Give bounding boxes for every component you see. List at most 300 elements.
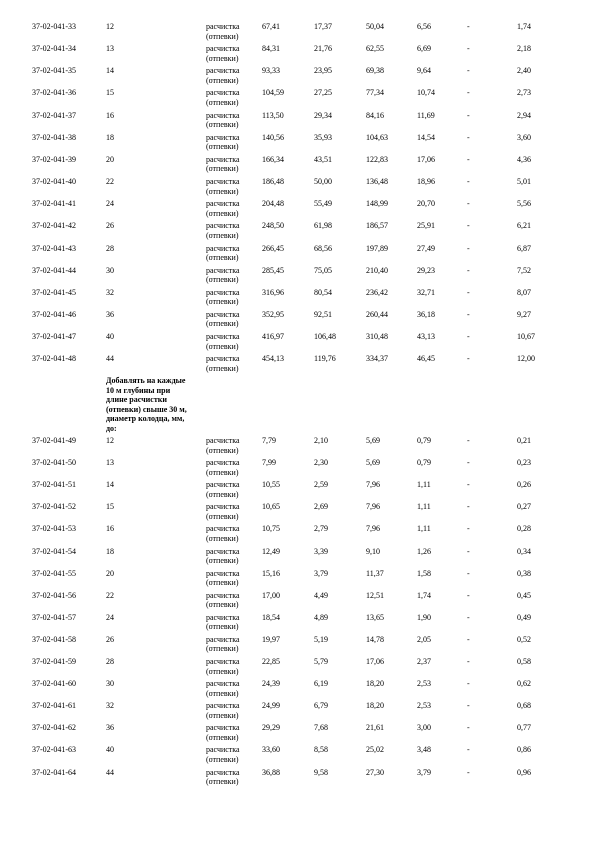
operator-wages-cell: 1,90 <box>417 612 431 622</box>
diameter-cell: 24 <box>106 612 114 622</box>
materials-cell: - <box>467 480 470 490</box>
labor-hours-cell: 9,27 <box>517 309 531 319</box>
wages-cell: 43,51 <box>314 154 332 164</box>
diameter-cell: 18 <box>106 132 114 142</box>
labor-hours-cell: 2,94 <box>517 110 531 120</box>
work-type-cell: расчистка (отпевки) <box>206 44 240 63</box>
diameter-cell: 32 <box>106 287 114 297</box>
operator-wages-cell: 1,26 <box>417 546 431 556</box>
work-type-cell: расчистка (отпевки) <box>206 309 240 329</box>
work-type-cell: расчистка (отпевки) <box>206 546 240 565</box>
table-row <box>0 701 595 725</box>
operator-wages-cell: 10,74 <box>417 88 435 98</box>
rate-code-cell: 37-02-041-57 <box>32 612 76 622</box>
rate-code-cell: 37-02-041-42 <box>32 221 76 231</box>
work-type-cell: расчистка (отпевки) <box>206 612 240 632</box>
work-type-cell: расчистка (отпевки) <box>206 287 240 307</box>
wages-cell: 17,37 <box>314 22 332 31</box>
operator-wages-cell: 2,05 <box>417 634 431 644</box>
total-cost-cell: 7,79 <box>262 436 276 445</box>
labor-hours-cell: 0,45 <box>517 590 531 600</box>
work-type-cell: расчистка (отпевки) <box>206 480 240 499</box>
operator-wages-cell: 1,11 <box>417 502 431 512</box>
operator-wages-cell: 1,11 <box>417 480 431 490</box>
work-type-cell: расчистка (отпевки) <box>206 568 240 588</box>
total-cost-cell: 93,33 <box>262 66 280 76</box>
diameter-cell: 26 <box>106 221 114 231</box>
diameter-cell: 30 <box>106 679 114 689</box>
wages-cell: 3,39 <box>314 546 328 556</box>
table-row <box>0 679 595 703</box>
labor-hours-cell: 0,86 <box>517 745 531 755</box>
materials-cell: - <box>467 66 470 76</box>
work-type-cell: расчистка (отпевки) <box>206 767 240 786</box>
rate-code-cell: 37-02-041-54 <box>32 546 76 556</box>
labor-hours-cell: 2,18 <box>517 44 531 54</box>
diameter-cell: 22 <box>106 590 114 600</box>
rate-code-cell: 37-02-041-63 <box>32 745 76 755</box>
labor-hours-cell: 5,01 <box>517 177 531 187</box>
table-row <box>0 332 595 356</box>
wages-cell: 6,79 <box>314 701 328 711</box>
work-type-cell: расчистка (отпевки) <box>206 221 240 240</box>
table-row <box>0 591 595 615</box>
materials-cell: - <box>467 657 470 666</box>
operator-wages-cell: 3,79 <box>417 767 431 777</box>
table-row <box>0 133 595 157</box>
diameter-cell: 40 <box>106 332 114 342</box>
materials-cell: - <box>467 199 470 209</box>
machines-cost-cell: 12,51 <box>366 590 384 600</box>
operator-wages-cell: 18,96 <box>417 177 435 187</box>
total-cost-cell: 140,56 <box>262 132 284 142</box>
machines-cost-cell: 7,96 <box>366 480 380 490</box>
work-type-cell: расчистка (отпевки) <box>206 590 240 610</box>
materials-cell: - <box>467 590 470 600</box>
rate-code-cell: 37-02-041-56 <box>32 590 76 600</box>
diameter-cell: 12 <box>106 22 114 31</box>
wages-cell: 50,00 <box>314 177 332 187</box>
wages-cell: 2,79 <box>314 524 328 534</box>
wages-cell: 4,49 <box>314 590 328 600</box>
table-row <box>0 436 595 460</box>
machines-cost-cell: 13,65 <box>366 612 384 622</box>
work-type-cell: расчистка (отпевки) <box>206 88 240 107</box>
machines-cost-cell: 334,37 <box>366 354 388 364</box>
labor-hours-cell: 0,58 <box>517 657 531 666</box>
wages-cell: 5,19 <box>314 634 328 644</box>
total-cost-cell: 36,88 <box>262 767 280 777</box>
table-row <box>0 155 595 179</box>
labor-hours-cell: 2,73 <box>517 88 531 98</box>
diameter-cell: 15 <box>106 88 114 98</box>
machines-cost-cell: 18,20 <box>366 701 384 711</box>
operator-wages-cell: 25,91 <box>417 221 435 231</box>
machines-cost-cell: 148,99 <box>366 199 388 209</box>
machines-cost-cell: 5,69 <box>366 436 380 445</box>
machines-cost-cell: 18,20 <box>366 679 384 689</box>
diameter-cell: 20 <box>106 154 114 164</box>
total-cost-cell: 10,75 <box>262 524 280 534</box>
operator-wages-cell: 1,11 <box>417 524 431 534</box>
operator-wages-cell: 6,69 <box>417 44 431 54</box>
wages-cell: 80,54 <box>314 287 332 297</box>
labor-hours-cell: 0,96 <box>517 767 531 777</box>
operator-wages-cell: 0,79 <box>417 458 431 468</box>
rate-code-cell: 37-02-041-36 <box>32 88 76 98</box>
machines-cost-cell: 210,40 <box>366 265 388 275</box>
diameter-cell: 32 <box>106 701 114 711</box>
diameter-cell: 22 <box>106 177 114 187</box>
table-row <box>0 88 595 112</box>
materials-cell: - <box>467 502 470 512</box>
labor-hours-cell: 0,62 <box>517 679 531 689</box>
wages-cell: 8,58 <box>314 745 328 755</box>
materials-cell: - <box>467 132 470 142</box>
wages-cell: 106,48 <box>314 332 336 342</box>
materials-cell: - <box>467 612 470 622</box>
wages-cell: 27,25 <box>314 88 332 98</box>
materials-cell: - <box>467 701 470 711</box>
table-row <box>0 458 595 482</box>
table-row <box>0 221 595 245</box>
wages-cell: 35,93 <box>314 132 332 142</box>
work-type-cell: расчистка (отпевки) <box>206 745 240 764</box>
machines-cost-cell: 25,02 <box>366 745 384 755</box>
diameter-cell: 14 <box>106 66 114 76</box>
work-type-cell: расчистка (отпевки) <box>206 679 240 698</box>
diameter-cell: 36 <box>106 309 114 319</box>
table-row <box>0 244 595 268</box>
machines-cost-cell: 7,96 <box>366 502 380 512</box>
rate-code-cell: 37-02-041-64 <box>32 767 76 777</box>
rate-code-cell: 37-02-041-48 <box>32 354 76 364</box>
work-type-cell: расчистка (отпевки) <box>206 657 240 676</box>
diameter-cell: 40 <box>106 745 114 755</box>
operator-wages-cell: 17,06 <box>417 154 435 164</box>
machines-cost-cell: 50,04 <box>366 22 384 31</box>
work-type-cell: расчистка (отпевки) <box>206 110 240 130</box>
materials-cell: - <box>467 154 470 164</box>
total-cost-cell: 67,41 <box>262 22 280 31</box>
diameter-cell: 20 <box>106 568 114 578</box>
materials-cell: - <box>467 287 470 297</box>
materials-cell: - <box>467 265 470 275</box>
work-type-cell: расчистка (отпевки) <box>206 199 240 218</box>
operator-wages-cell: 2,53 <box>417 701 431 711</box>
labor-hours-cell: 10,67 <box>517 332 535 342</box>
wages-cell: 7,68 <box>314 723 328 733</box>
total-cost-cell: 18,54 <box>262 612 280 622</box>
work-type-cell: расчистка (отпевки) <box>206 132 240 152</box>
diameter-cell: 26 <box>106 634 114 644</box>
machines-cost-cell: 11,37 <box>366 568 384 578</box>
machines-cost-cell: 186,57 <box>366 221 388 231</box>
diameter-cell: 36 <box>106 723 114 733</box>
materials-cell: - <box>467 44 470 54</box>
operator-wages-cell: 1,74 <box>417 590 431 600</box>
wages-cell: 68,56 <box>314 243 332 253</box>
total-cost-cell: 166,34 <box>262 154 284 164</box>
wages-cell: 21,76 <box>314 44 332 54</box>
table-row <box>0 199 595 223</box>
materials-cell: - <box>467 221 470 231</box>
rate-code-cell: 37-02-041-45 <box>32 287 76 297</box>
table-row <box>0 310 595 334</box>
total-cost-cell: 15,16 <box>262 568 280 578</box>
total-cost-cell: 352,95 <box>262 309 284 319</box>
work-type-cell: расчистка (отпевки) <box>206 524 240 543</box>
materials-cell: - <box>467 634 470 644</box>
machines-cost-cell: 197,89 <box>366 243 388 253</box>
operator-wages-cell: 3,00 <box>417 723 431 733</box>
operator-wages-cell: 14,54 <box>417 132 435 142</box>
rate-code-cell: 37-02-041-46 <box>32 309 76 319</box>
operator-wages-cell: 1,58 <box>417 568 431 578</box>
operator-wages-cell: 9,64 <box>417 66 431 76</box>
machines-cost-cell: 104,63 <box>366 132 388 142</box>
wages-cell: 55,49 <box>314 199 332 209</box>
rate-code-cell: 37-02-041-44 <box>32 265 76 275</box>
rate-code-cell: 37-02-041-39 <box>32 154 76 164</box>
work-type-cell: расчистка (отпевки) <box>206 265 240 285</box>
total-cost-cell: 10,65 <box>262 502 280 512</box>
wages-cell: 119,76 <box>314 354 336 364</box>
rate-code-cell: 37-02-041-35 <box>32 66 76 76</box>
rate-code-cell: 37-02-041-38 <box>32 132 76 142</box>
rate-code-cell: 37-02-041-43 <box>32 243 76 253</box>
total-cost-cell: 104,59 <box>262 88 284 98</box>
labor-hours-cell: 0,27 <box>517 502 531 512</box>
work-type-cell: расчистка (отпевки) <box>206 436 240 455</box>
table-row <box>0 22 595 46</box>
wages-cell: 6,19 <box>314 679 328 689</box>
rate-code-cell: 37-02-041-62 <box>32 723 76 733</box>
labor-hours-cell: 0,68 <box>517 701 531 711</box>
wages-cell: 2,59 <box>314 480 328 490</box>
work-type-cell: расчистка (отпевки) <box>206 701 240 720</box>
labor-hours-cell: 8,07 <box>517 287 531 297</box>
work-type-cell: расчистка (отпевки) <box>206 66 240 85</box>
table-row <box>0 569 595 593</box>
wages-cell: 3,79 <box>314 568 328 578</box>
diameter-cell: 44 <box>106 767 114 777</box>
total-cost-cell: 22,85 <box>262 657 280 666</box>
operator-wages-cell: 3,48 <box>417 745 431 755</box>
labor-hours-cell: 5,56 <box>517 199 531 209</box>
wages-cell: 2,69 <box>314 502 328 512</box>
table-row <box>0 768 595 792</box>
table-row <box>0 635 595 659</box>
operator-wages-cell: 6,56 <box>417 22 431 31</box>
labor-hours-cell: 0,38 <box>517 568 531 578</box>
rate-code-cell: 37-02-041-55 <box>32 568 76 578</box>
total-cost-cell: 316,96 <box>262 287 284 297</box>
total-cost-cell: 454,13 <box>262 354 284 364</box>
machines-cost-cell: 9,10 <box>366 546 380 556</box>
rate-code-cell: 37-02-041-33 <box>32 22 76 31</box>
machines-cost-cell: 17,06 <box>366 657 384 666</box>
rate-code-cell: 37-02-041-41 <box>32 199 76 209</box>
machines-cost-cell: 236,42 <box>366 287 388 297</box>
wages-cell: 29,34 <box>314 110 332 120</box>
materials-cell: - <box>467 767 470 777</box>
operator-wages-cell: 11,69 <box>417 110 435 120</box>
total-cost-cell: 7,99 <box>262 458 276 468</box>
rate-code-cell: 37-02-041-34 <box>32 44 76 54</box>
table-row <box>0 502 595 526</box>
labor-hours-cell: 0,52 <box>517 634 531 644</box>
labor-hours-cell: 12,00 <box>517 354 535 364</box>
work-type-cell: расчистка (отпевки) <box>206 502 240 521</box>
labor-hours-cell: 0,49 <box>517 612 531 622</box>
materials-cell: - <box>467 22 470 31</box>
rate-code-cell: 37-02-041-59 <box>32 657 76 666</box>
total-cost-cell: 113,50 <box>262 110 284 120</box>
total-cost-cell: 84,31 <box>262 44 280 54</box>
operator-wages-cell: 32,71 <box>417 287 435 297</box>
labor-hours-cell: 7,52 <box>517 265 531 275</box>
machines-cost-cell: 260,44 <box>366 309 388 319</box>
operator-wages-cell: 20,70 <box>417 199 435 209</box>
additional-depth-note: Добавлять на каждые 10 м глубины при длине расчистки (отпевки) свыше 30 м, диаметр колодца, мм, до: <box>106 376 187 433</box>
labor-hours-cell: 0,34 <box>517 546 531 556</box>
table-row <box>0 547 595 571</box>
operator-wages-cell: 46,45 <box>417 354 435 364</box>
table-row <box>0 66 595 90</box>
total-cost-cell: 29,29 <box>262 723 280 733</box>
machines-cost-cell: 69,38 <box>366 66 384 76</box>
machines-cost-cell: 136,48 <box>366 177 388 187</box>
diameter-cell: 16 <box>106 524 114 534</box>
table-row <box>0 524 595 548</box>
diameter-cell: 14 <box>106 480 114 490</box>
rate-code-cell: 37-02-041-60 <box>32 679 76 689</box>
wages-cell: 61,98 <box>314 221 332 231</box>
materials-cell: - <box>467 332 470 342</box>
table-row <box>0 266 595 290</box>
work-type-cell: расчистка (отпевки) <box>206 458 240 477</box>
work-type-cell: расчистка (отпевки) <box>206 354 240 373</box>
materials-cell: - <box>467 88 470 98</box>
rate-code-cell: 37-02-041-58 <box>32 634 76 644</box>
operator-wages-cell: 2,37 <box>417 657 431 666</box>
total-cost-cell: 416,97 <box>262 332 284 342</box>
diameter-cell: 24 <box>106 199 114 209</box>
diameter-cell: 13 <box>106 44 114 54</box>
wages-cell: 2,10 <box>314 436 328 445</box>
materials-cell: - <box>467 309 470 319</box>
diameter-cell: 28 <box>106 243 114 253</box>
rate-code-cell: 37-02-041-40 <box>32 177 76 187</box>
materials-cell: - <box>467 458 470 468</box>
table-row <box>0 111 595 135</box>
materials-cell: - <box>467 723 470 733</box>
machines-cost-cell: 21,61 <box>366 723 384 733</box>
labor-hours-cell: 1,74 <box>517 22 531 31</box>
materials-cell: - <box>467 354 470 364</box>
work-type-cell: расчистка (отпевки) <box>206 22 240 41</box>
materials-cell: - <box>467 568 470 578</box>
machines-cost-cell: 62,55 <box>366 44 384 54</box>
machines-cost-cell: 122,83 <box>366 154 388 164</box>
total-cost-cell: 10,55 <box>262 480 280 490</box>
work-type-cell: расчистка (отпевки) <box>206 154 240 174</box>
diameter-cell: 28 <box>106 657 114 666</box>
table-row <box>0 354 595 378</box>
labor-hours-cell: 6,87 <box>517 243 531 253</box>
machines-cost-cell: 84,16 <box>366 110 384 120</box>
diameter-cell: 16 <box>106 110 114 120</box>
materials-cell: - <box>467 110 470 120</box>
table-row <box>0 480 595 504</box>
machines-cost-cell: 77,34 <box>366 88 384 98</box>
operator-wages-cell: 29,23 <box>417 265 435 275</box>
wages-cell: 4,89 <box>314 612 328 622</box>
diameter-cell: 30 <box>106 265 114 275</box>
total-cost-cell: 186,48 <box>262 177 284 187</box>
total-cost-cell: 17,00 <box>262 590 280 600</box>
diameter-cell: 18 <box>106 546 114 556</box>
wages-cell: 23,95 <box>314 66 332 76</box>
table-row <box>0 44 595 68</box>
operator-wages-cell: 43,13 <box>417 332 435 342</box>
diameter-cell: 44 <box>106 354 114 364</box>
labor-hours-cell: 0,21 <box>517 436 531 445</box>
labor-hours-cell: 4,36 <box>517 154 531 164</box>
total-cost-cell: 285,45 <box>262 265 284 275</box>
machines-cost-cell: 5,69 <box>366 458 380 468</box>
operator-wages-cell: 0,79 <box>417 436 431 445</box>
work-type-cell: расчистка (отпевки) <box>206 177 240 196</box>
operator-wages-cell: 2,53 <box>417 679 431 689</box>
wages-cell: 5,79 <box>314 657 328 666</box>
total-cost-cell: 24,39 <box>262 679 280 689</box>
operator-wages-cell: 36,18 <box>417 309 435 319</box>
rate-code-cell: 37-02-041-61 <box>32 701 76 711</box>
labor-hours-cell: 0,28 <box>517 524 531 534</box>
work-type-cell: расчистка (отпевки) <box>206 723 240 742</box>
total-cost-cell: 33,60 <box>262 745 280 755</box>
work-type-cell: расчистка (отпевки) <box>206 243 240 262</box>
labor-hours-cell: 6,21 <box>517 221 531 231</box>
rate-code-cell: 37-02-041-49 <box>32 436 76 445</box>
total-cost-cell: 266,45 <box>262 243 284 253</box>
wages-cell: 2,30 <box>314 458 328 468</box>
machines-cost-cell: 27,30 <box>366 767 384 777</box>
total-cost-cell: 19,97 <box>262 634 280 644</box>
labor-hours-cell: 3,60 <box>517 132 531 142</box>
diameter-cell: 12 <box>106 436 114 445</box>
materials-cell: - <box>467 679 470 689</box>
labor-hours-cell: 0,77 <box>517 723 531 733</box>
operator-wages-cell: 27,49 <box>417 243 435 253</box>
machines-cost-cell: 14,78 <box>366 634 384 644</box>
total-cost-cell: 24,99 <box>262 701 280 711</box>
wages-cell: 75,05 <box>314 265 332 275</box>
work-type-cell: расчистка (отпевки) <box>206 634 240 654</box>
work-type-cell: расчистка (отпевки) <box>206 332 240 351</box>
table-row <box>0 613 595 637</box>
labor-hours-cell: 0,26 <box>517 480 531 490</box>
materials-cell: - <box>467 546 470 556</box>
materials-cell: - <box>467 436 470 445</box>
diameter-cell: 15 <box>106 502 114 512</box>
wages-cell: 9,58 <box>314 767 328 777</box>
total-cost-cell: 204,48 <box>262 199 284 209</box>
table-row <box>0 177 595 201</box>
wages-cell: 92,51 <box>314 309 332 319</box>
